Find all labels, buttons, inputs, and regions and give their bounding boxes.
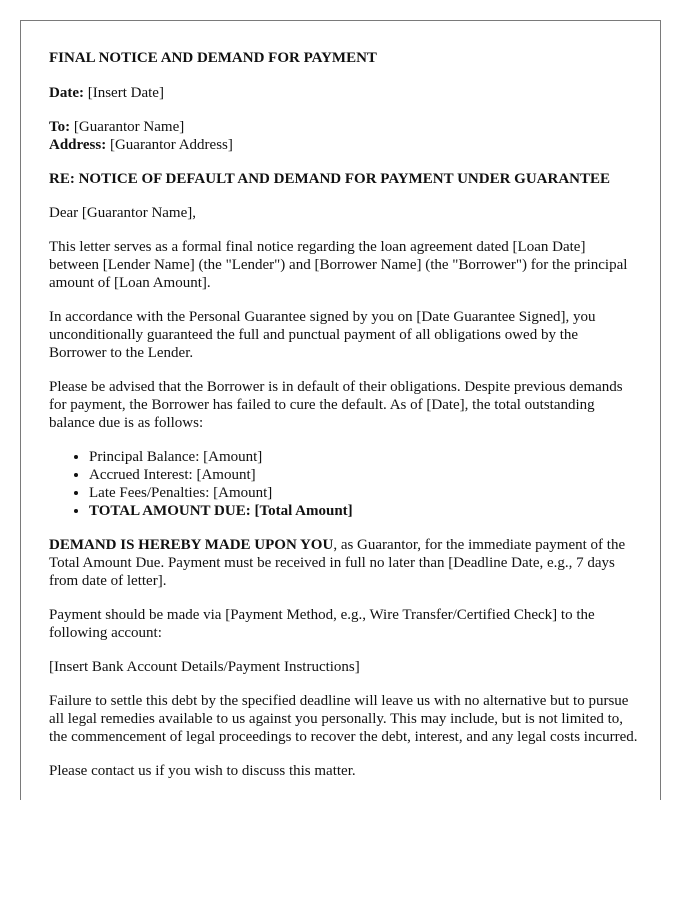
letter-body: [49, 49, 639, 796]
letter-title: FINAL NOTICE AND DEMAND FOR PAYMENT: [49, 50, 377, 66]
to-value: [Guarantor Name]: [73, 119, 185, 135]
paragraph-cutoff: Please contact us if you wish to discuss this matter.: [49, 763, 356, 779]
paragraph-demand: [49, 536, 639, 590]
paragraph-loan-agreement: This letter serves as a formal final notice regarding the loan agreement dated [Loan Date] between [Lender Name] (the "Lender") and [Borrower Name] (the "Borrower") for the principal amount of [Loan Amount].: [49, 239, 628, 291]
date-line: [49, 84, 639, 102]
list-item-total: • TOTAL AMOUNT DUE: [Total Amount]: [89, 502, 639, 520]
balance-list: [49, 448, 639, 520]
list-item-principal: • Principal Balance: [Amount]: [89, 448, 639, 466]
address-value: [Guarantor Address]: [109, 137, 233, 153]
date-label: Date:: [49, 85, 84, 101]
re-line: RE: NOTICE OF DEFAULT AND DEMAND FOR PAYMENT UNDER GUARANTEE: [49, 171, 611, 187]
bank-details: [Insert Bank Account Details/Payment Instructions]: [49, 659, 360, 675]
paragraph-payment-method: Payment should be made via [Payment Method, e.g., Wire Transfer/Certified Check] to the following account:: [49, 607, 595, 641]
list-item-interest: • Accrued Interest: [Amount]: [89, 466, 639, 484]
date-value: [Insert Date]: [87, 85, 164, 101]
salutation: Dear [Guarantor Name],: [49, 205, 197, 221]
demand-bold-text: DEMAND IS HEREBY MADE UPON YOU: [49, 537, 334, 553]
paragraph-default: Please be advised that the Borrower is in default of their obligations. Despite previous demands for payment, the Borrower has failed to cure the default. As of [Date], the total outstanding balance due is as follows:: [49, 379, 623, 431]
demand-text: , as Guarantor, for the immediate payment of the Total Amount Due. Payment must be received in full no later than [Deadline Date, e.g., 7 days from date of letter].: [49, 537, 626, 589]
paragraph-failure: Failure to settle this debt by the specified deadline will leave us with no alternative but to pursue all legal remedies available to us against you personally. This may include, but is not limited to, the commencement of legal proceedings to recover the debt, interest, and any legal costs incurred.: [49, 693, 638, 745]
letter-page: [20, 20, 661, 800]
paragraph-guarantee: In accordance with the Personal Guarantee signed by you on [Date Guarantee Signed], you unconditionally guaranteed the full and punctual payment of all obligations owed by the Borrower to the Lender.: [49, 309, 596, 361]
list-item-fees: • Late Fees/Penalties: [Amount]: [89, 484, 639, 502]
recipient-block: [49, 118, 639, 154]
to-label: To:: [49, 119, 71, 135]
address-label: Address:: [49, 137, 107, 153]
